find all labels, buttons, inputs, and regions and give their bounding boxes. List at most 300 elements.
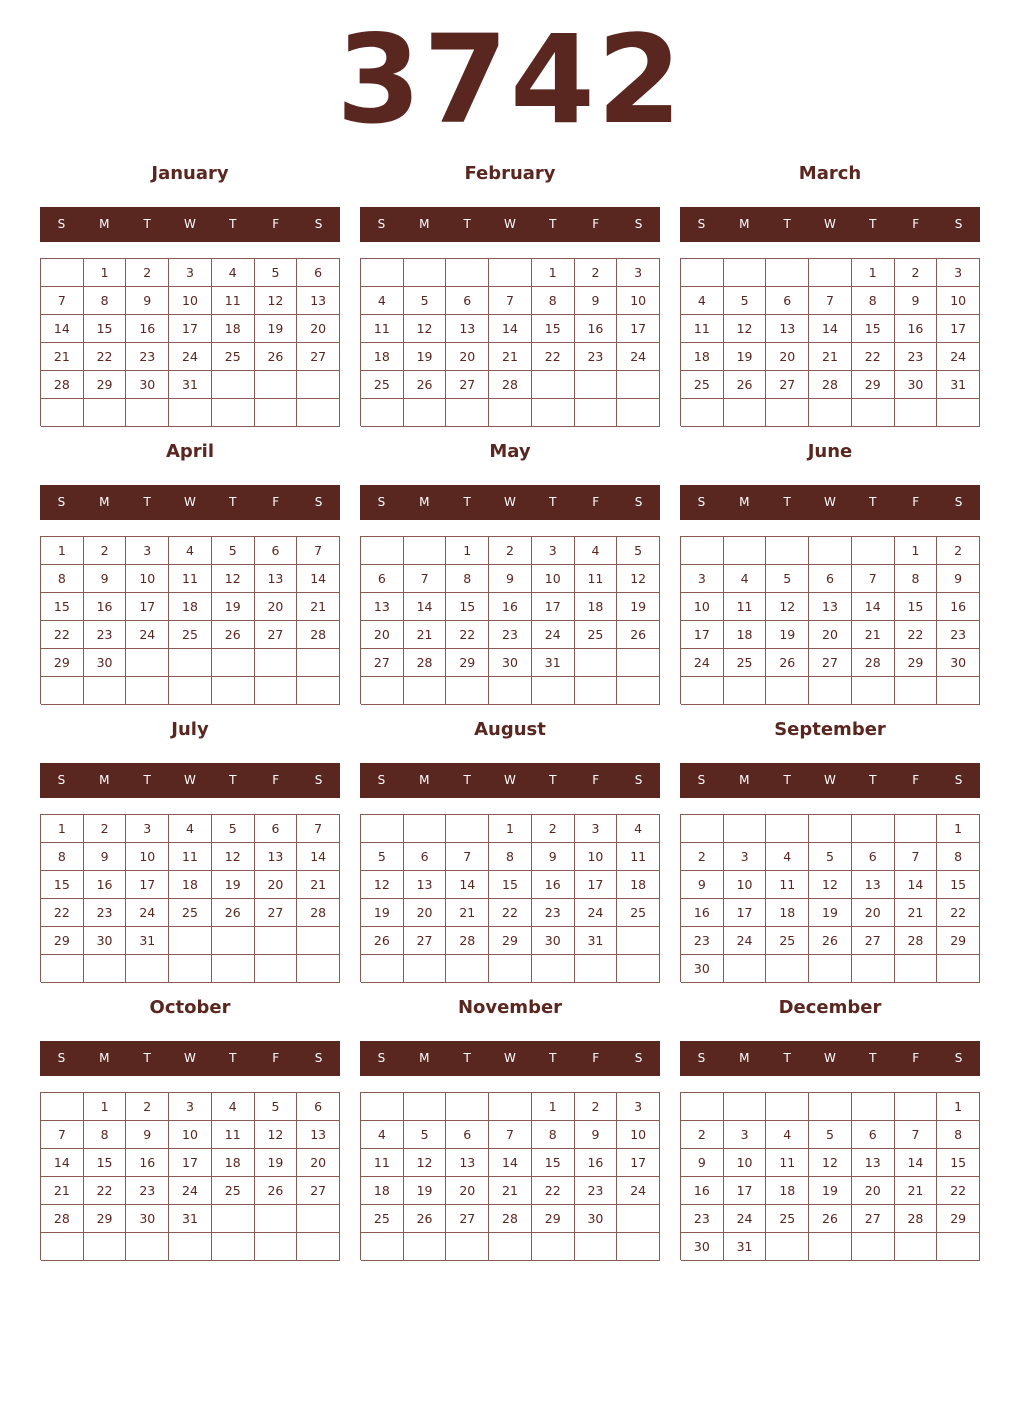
- day-cell: 29: [41, 927, 84, 955]
- empty-day-cell: [404, 259, 447, 287]
- weekday-label: S: [634, 773, 643, 787]
- day-cell: 29: [895, 649, 938, 677]
- empty-day-cell: [255, 371, 298, 399]
- day-cell: 10: [126, 843, 169, 871]
- empty-day-cell: [446, 677, 489, 705]
- day-cell: 25: [169, 621, 212, 649]
- month-august: [360, 712, 660, 990]
- day-cell: 19: [809, 899, 852, 927]
- weekday-label: F: [272, 773, 280, 787]
- weekday-label: F: [912, 1051, 920, 1065]
- day-cell: 1: [41, 815, 84, 843]
- day-cell: 16: [126, 315, 169, 343]
- empty-day-cell: [724, 259, 767, 287]
- empty-day-cell: [809, 1093, 852, 1121]
- weekday-label: S: [697, 1051, 706, 1065]
- day-cell: 6: [446, 287, 489, 315]
- day-cell: 31: [724, 1233, 767, 1261]
- empty-day-cell: [41, 955, 84, 983]
- day-cell: 18: [212, 315, 255, 343]
- day-cell: 13: [255, 565, 298, 593]
- month-june: [680, 434, 980, 712]
- empty-day-cell: [766, 537, 809, 565]
- day-cell: 1: [895, 537, 938, 565]
- day-cell: 9: [575, 1121, 618, 1149]
- day-cell: 7: [895, 843, 938, 871]
- empty-day-cell: [532, 399, 575, 427]
- day-cell: 6: [404, 843, 447, 871]
- empty-day-cell: [895, 1233, 938, 1261]
- empty-day-cell: [361, 815, 404, 843]
- empty-day-cell: [84, 955, 127, 983]
- day-cell: 20: [446, 1177, 489, 1205]
- day-cell: 17: [169, 315, 212, 343]
- day-cell: 25: [766, 1205, 809, 1233]
- day-cell: 29: [446, 649, 489, 677]
- weekday-header: [40, 207, 340, 242]
- day-cell: 25: [361, 371, 404, 399]
- day-cell: 3: [937, 259, 980, 287]
- day-cell: 23: [575, 1177, 618, 1205]
- empty-day-cell: [169, 955, 212, 983]
- weekday-label: S: [954, 1051, 963, 1065]
- day-cell: 7: [895, 1121, 938, 1149]
- day-cell: 5: [809, 1121, 852, 1149]
- weekday-label: W: [824, 217, 836, 231]
- weekday-label: T: [783, 1051, 791, 1065]
- weekday-header: [360, 485, 660, 520]
- day-cell: 20: [809, 621, 852, 649]
- day-cell: 11: [766, 871, 809, 899]
- day-cell: 11: [724, 593, 767, 621]
- day-cell: 6: [297, 259, 340, 287]
- day-cell: 20: [255, 871, 298, 899]
- month-name: September: [774, 719, 886, 740]
- day-cell: 10: [681, 593, 724, 621]
- day-cell: 12: [617, 565, 660, 593]
- empty-day-cell: [212, 1233, 255, 1261]
- day-cell: 31: [169, 371, 212, 399]
- day-cell: 5: [404, 1121, 447, 1149]
- weekday-label: S: [314, 773, 323, 787]
- day-cell: 12: [212, 843, 255, 871]
- day-cell: 27: [446, 1205, 489, 1233]
- day-cell: 7: [809, 287, 852, 315]
- empty-day-cell: [895, 677, 938, 705]
- day-cell: 23: [532, 899, 575, 927]
- empty-day-cell: [446, 955, 489, 983]
- day-cell: 22: [84, 343, 127, 371]
- empty-day-cell: [126, 1233, 169, 1261]
- month-november: [360, 990, 660, 1268]
- day-grid: [40, 814, 340, 982]
- empty-day-cell: [255, 399, 298, 427]
- weekday-header: [680, 763, 980, 798]
- day-cell: 14: [404, 593, 447, 621]
- day-cell: 9: [489, 565, 532, 593]
- day-cell: 18: [575, 593, 618, 621]
- empty-day-cell: [255, 1233, 298, 1261]
- day-cell: 26: [361, 927, 404, 955]
- empty-day-cell: [361, 1093, 404, 1121]
- empty-day-cell: [446, 1093, 489, 1121]
- day-cell: 8: [41, 565, 84, 593]
- day-cell: 27: [446, 371, 489, 399]
- day-cell: 22: [937, 1177, 980, 1205]
- weekday-header: [40, 763, 340, 798]
- day-cell: 1: [532, 1093, 575, 1121]
- day-cell: 13: [297, 1121, 340, 1149]
- empty-day-cell: [575, 677, 618, 705]
- day-cell: 11: [361, 1149, 404, 1177]
- day-cell: 23: [681, 1205, 724, 1233]
- day-cell: 15: [41, 871, 84, 899]
- empty-day-cell: [852, 815, 895, 843]
- day-cell: 2: [575, 1093, 618, 1121]
- day-cell: 24: [681, 649, 724, 677]
- empty-day-cell: [681, 677, 724, 705]
- year-title: 3742: [336, 9, 684, 151]
- weekday-label: S: [954, 217, 963, 231]
- day-cell: 17: [169, 1149, 212, 1177]
- day-cell: 20: [297, 315, 340, 343]
- day-cell: 31: [126, 927, 169, 955]
- day-cell: 3: [532, 537, 575, 565]
- weekday-label: T: [143, 1051, 151, 1065]
- empty-day-cell: [809, 955, 852, 983]
- day-cell: 3: [169, 1093, 212, 1121]
- day-cell: 23: [126, 343, 169, 371]
- weekday-label: T: [229, 217, 237, 231]
- day-cell: 24: [617, 1177, 660, 1205]
- empty-day-cell: [255, 955, 298, 983]
- weekday-label: M: [99, 495, 110, 509]
- day-cell: 4: [361, 1121, 404, 1149]
- day-cell: 26: [255, 1177, 298, 1205]
- day-cell: 22: [532, 343, 575, 371]
- day-cell: 16: [575, 315, 618, 343]
- day-cell: 9: [84, 843, 127, 871]
- day-cell: 1: [852, 259, 895, 287]
- day-cell: 14: [41, 315, 84, 343]
- empty-day-cell: [617, 1205, 660, 1233]
- day-cell: 14: [895, 1149, 938, 1177]
- empty-day-cell: [255, 1205, 298, 1233]
- weekday-label: T: [143, 773, 151, 787]
- empty-day-cell: [575, 649, 618, 677]
- weekday-label: S: [634, 217, 643, 231]
- day-cell: 29: [852, 371, 895, 399]
- empty-day-cell: [532, 371, 575, 399]
- day-cell: 27: [852, 1205, 895, 1233]
- weekday-label: S: [697, 495, 706, 509]
- day-cell: 2: [489, 537, 532, 565]
- day-cell: 12: [212, 565, 255, 593]
- day-cell: 6: [297, 1093, 340, 1121]
- day-cell: 24: [532, 621, 575, 649]
- empty-day-cell: [617, 371, 660, 399]
- day-cell: 8: [84, 1121, 127, 1149]
- day-cell: 30: [84, 927, 127, 955]
- weekday-label: T: [229, 1051, 237, 1065]
- empty-day-cell: [297, 1205, 340, 1233]
- day-cell: 25: [169, 899, 212, 927]
- weekday-header: [680, 207, 980, 242]
- day-cell: 5: [255, 259, 298, 287]
- day-cell: 5: [809, 843, 852, 871]
- empty-day-cell: [852, 537, 895, 565]
- day-cell: 6: [809, 565, 852, 593]
- weekday-label: F: [272, 1051, 280, 1065]
- day-cell: 21: [489, 1177, 532, 1205]
- day-cell: 9: [681, 871, 724, 899]
- day-cell: 15: [41, 593, 84, 621]
- weekday-label: S: [314, 1051, 323, 1065]
- empty-day-cell: [41, 1093, 84, 1121]
- day-cell: 2: [895, 259, 938, 287]
- day-cell: 8: [41, 843, 84, 871]
- day-cell: 9: [937, 565, 980, 593]
- day-cell: 5: [404, 287, 447, 315]
- empty-day-cell: [255, 677, 298, 705]
- weekday-label: T: [463, 773, 471, 787]
- weekday-label: T: [869, 217, 877, 231]
- empty-day-cell: [532, 1233, 575, 1261]
- day-grid: [360, 536, 660, 704]
- day-cell: 8: [937, 1121, 980, 1149]
- day-cell: 2: [681, 1121, 724, 1149]
- empty-day-cell: [212, 927, 255, 955]
- day-cell: 28: [809, 371, 852, 399]
- day-cell: 3: [617, 259, 660, 287]
- empty-day-cell: [126, 649, 169, 677]
- day-cell: 9: [84, 565, 127, 593]
- weekday-label: W: [184, 1051, 196, 1065]
- empty-day-cell: [404, 1093, 447, 1121]
- empty-day-cell: [724, 815, 767, 843]
- day-cell: 13: [809, 593, 852, 621]
- day-cell: 10: [126, 565, 169, 593]
- empty-day-cell: [681, 1093, 724, 1121]
- day-cell: 30: [895, 371, 938, 399]
- day-cell: 16: [937, 593, 980, 621]
- day-cell: 5: [617, 537, 660, 565]
- day-cell: 27: [852, 927, 895, 955]
- day-cell: 24: [724, 927, 767, 955]
- day-cell: 10: [169, 287, 212, 315]
- day-cell: 4: [169, 815, 212, 843]
- day-cell: 10: [724, 871, 767, 899]
- day-cell: 3: [724, 843, 767, 871]
- weekday-label: S: [377, 773, 386, 787]
- day-grid: [680, 536, 980, 704]
- day-cell: 11: [169, 565, 212, 593]
- weekday-label: W: [504, 773, 516, 787]
- empty-day-cell: [895, 1093, 938, 1121]
- day-cell: 14: [895, 871, 938, 899]
- day-cell: 4: [575, 537, 618, 565]
- weekday-label: M: [99, 217, 110, 231]
- day-cell: 19: [404, 1177, 447, 1205]
- day-cell: 29: [532, 1205, 575, 1233]
- day-cell: 26: [212, 621, 255, 649]
- empty-day-cell: [575, 371, 618, 399]
- empty-day-cell: [212, 1205, 255, 1233]
- day-cell: 27: [255, 899, 298, 927]
- day-cell: 25: [617, 899, 660, 927]
- day-cell: 3: [169, 259, 212, 287]
- day-cell: 2: [126, 259, 169, 287]
- day-cell: 7: [41, 287, 84, 315]
- weekday-label: S: [954, 773, 963, 787]
- day-cell: 15: [532, 1149, 575, 1177]
- empty-day-cell: [361, 259, 404, 287]
- month-name: March: [798, 163, 862, 184]
- day-cell: 20: [297, 1149, 340, 1177]
- weekday-label: S: [954, 495, 963, 509]
- day-cell: 18: [766, 899, 809, 927]
- day-cell: 29: [489, 927, 532, 955]
- weekday-label: W: [184, 217, 196, 231]
- day-cell: 7: [404, 565, 447, 593]
- day-cell: 7: [852, 565, 895, 593]
- day-cell: 5: [724, 287, 767, 315]
- day-cell: 23: [84, 621, 127, 649]
- weekday-label: F: [272, 495, 280, 509]
- day-cell: 16: [84, 871, 127, 899]
- day-cell: 31: [937, 371, 980, 399]
- day-cell: 19: [255, 315, 298, 343]
- day-cell: 15: [84, 315, 127, 343]
- day-cell: 21: [895, 1177, 938, 1205]
- empty-day-cell: [852, 1233, 895, 1261]
- weekday-label: S: [377, 217, 386, 231]
- day-cell: 1: [937, 815, 980, 843]
- day-cell: 11: [212, 287, 255, 315]
- day-cell: 2: [681, 843, 724, 871]
- day-cell: 30: [532, 927, 575, 955]
- weekday-label: S: [634, 1051, 643, 1065]
- weekday-label: W: [184, 495, 196, 509]
- empty-day-cell: [361, 399, 404, 427]
- month-name: November: [457, 997, 563, 1018]
- day-cell: 30: [126, 371, 169, 399]
- weekday-label: T: [143, 217, 151, 231]
- empty-day-cell: [617, 677, 660, 705]
- day-cell: 21: [41, 1177, 84, 1205]
- month-september: [680, 712, 980, 990]
- empty-day-cell: [809, 815, 852, 843]
- day-cell: 25: [681, 371, 724, 399]
- day-cell: 9: [126, 1121, 169, 1149]
- empty-day-cell: [169, 1233, 212, 1261]
- day-cell: 8: [489, 843, 532, 871]
- day-cell: 14: [297, 565, 340, 593]
- empty-day-cell: [41, 259, 84, 287]
- day-cell: 21: [446, 899, 489, 927]
- day-cell: 19: [809, 1177, 852, 1205]
- day-cell: 2: [84, 537, 127, 565]
- day-grid: [40, 536, 340, 704]
- empty-day-cell: [766, 1093, 809, 1121]
- empty-day-cell: [446, 399, 489, 427]
- weekday-header: [360, 207, 660, 242]
- empty-day-cell: [809, 399, 852, 427]
- day-cell: 6: [255, 537, 298, 565]
- empty-day-cell: [41, 399, 84, 427]
- empty-day-cell: [404, 537, 447, 565]
- day-cell: 23: [937, 621, 980, 649]
- weekday-label: F: [592, 217, 600, 231]
- day-cell: 12: [404, 1149, 447, 1177]
- day-cell: 21: [297, 871, 340, 899]
- empty-day-cell: [126, 399, 169, 427]
- day-cell: 19: [212, 593, 255, 621]
- empty-day-cell: [724, 677, 767, 705]
- empty-day-cell: [852, 677, 895, 705]
- weekday-label: F: [592, 1051, 600, 1065]
- day-cell: 20: [361, 621, 404, 649]
- day-cell: 15: [937, 1149, 980, 1177]
- day-cell: 19: [361, 899, 404, 927]
- day-cell: 22: [84, 1177, 127, 1205]
- day-cell: 12: [255, 287, 298, 315]
- day-cell: 3: [575, 815, 618, 843]
- empty-day-cell: [297, 677, 340, 705]
- day-cell: 26: [809, 1205, 852, 1233]
- empty-day-cell: [617, 927, 660, 955]
- weekday-label: T: [463, 1051, 471, 1065]
- empty-day-cell: [617, 955, 660, 983]
- day-cell: 2: [84, 815, 127, 843]
- day-cell: 8: [84, 287, 127, 315]
- day-cell: 21: [489, 343, 532, 371]
- month-may: [360, 434, 660, 712]
- day-cell: 17: [126, 871, 169, 899]
- month-name: August: [474, 719, 546, 740]
- weekday-label: T: [463, 495, 471, 509]
- day-cell: 18: [681, 343, 724, 371]
- day-cell: 22: [489, 899, 532, 927]
- day-cell: 24: [617, 343, 660, 371]
- day-cell: 10: [532, 565, 575, 593]
- day-cell: 16: [681, 899, 724, 927]
- weekday-header: [40, 1041, 340, 1076]
- day-cell: 9: [126, 287, 169, 315]
- day-cell: 16: [489, 593, 532, 621]
- weekday-label: T: [549, 495, 557, 509]
- day-cell: 4: [361, 287, 404, 315]
- empty-day-cell: [766, 815, 809, 843]
- day-cell: 3: [126, 537, 169, 565]
- day-cell: 14: [489, 1149, 532, 1177]
- day-cell: 1: [84, 259, 127, 287]
- day-cell: 8: [895, 565, 938, 593]
- day-cell: 13: [297, 287, 340, 315]
- empty-day-cell: [297, 649, 340, 677]
- day-cell: 22: [532, 1177, 575, 1205]
- weekday-label: W: [824, 1051, 836, 1065]
- day-cell: 28: [852, 649, 895, 677]
- day-cell: 12: [724, 315, 767, 343]
- empty-day-cell: [212, 649, 255, 677]
- day-cell: 13: [766, 315, 809, 343]
- day-cell: 23: [681, 927, 724, 955]
- month-march: [680, 156, 980, 434]
- day-cell: 13: [361, 593, 404, 621]
- day-cell: 3: [126, 815, 169, 843]
- empty-day-cell: [681, 399, 724, 427]
